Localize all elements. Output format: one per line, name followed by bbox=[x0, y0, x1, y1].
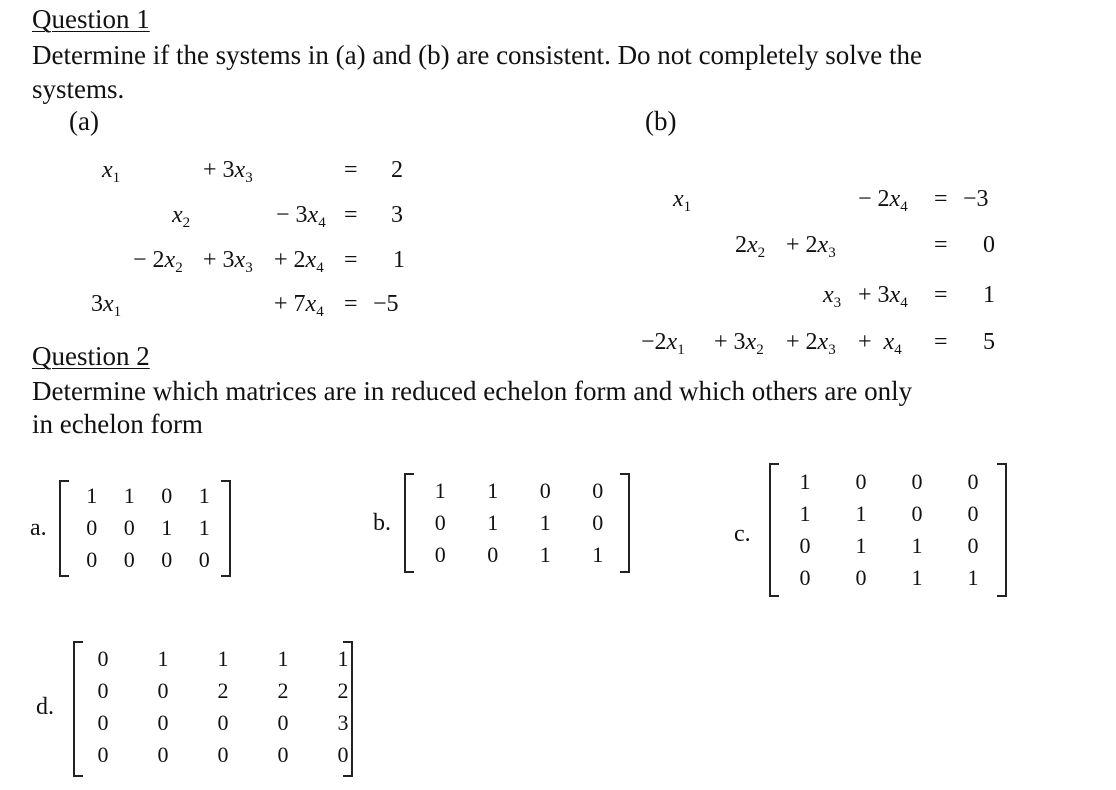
question-2-title: Question 2 bbox=[32, 341, 150, 371]
cell: 1 bbox=[487, 478, 499, 503]
system-a-eq2-term1: $x_2$ bbox=[172, 202, 191, 231]
cell: 1 bbox=[911, 533, 923, 558]
cell: 0 bbox=[86, 515, 98, 540]
cell: 1 bbox=[539, 542, 551, 567]
cell: 1 bbox=[198, 483, 210, 508]
cell: 2 bbox=[217, 678, 229, 703]
system-a-eq2-equals: = bbox=[344, 202, 358, 228]
cell: 0 bbox=[157, 710, 169, 735]
system-b-eq3-rhs: 1 bbox=[983, 282, 995, 308]
left-bracket bbox=[404, 473, 414, 573]
cell: 0 bbox=[592, 478, 604, 503]
cell: 0 bbox=[799, 533, 811, 558]
cell: 0 bbox=[97, 678, 109, 703]
system-a-eq4-equals: = bbox=[344, 291, 358, 317]
system-a-eq3-rhs: 1 bbox=[393, 247, 405, 273]
cell: 0 bbox=[161, 483, 173, 508]
question-2-text-line2: in echelon form bbox=[32, 409, 203, 439]
cell: 0 bbox=[277, 710, 289, 735]
cell: 0 bbox=[855, 469, 867, 494]
system-b-eq4-equals: = bbox=[934, 329, 948, 355]
system-b-eq4-rhs: 5 bbox=[983, 329, 995, 355]
cell: 0 bbox=[487, 542, 499, 567]
cell: 0 bbox=[434, 510, 446, 535]
cell: 0 bbox=[337, 742, 349, 767]
system-b-eq2-rhs: 0 bbox=[983, 232, 995, 258]
system-a-eq3-term2: + $3x_3$ bbox=[203, 247, 253, 276]
matrix-c bbox=[769, 463, 1007, 597]
cell: 0 bbox=[157, 742, 169, 767]
cell: 0 bbox=[967, 469, 979, 494]
matrix-a bbox=[59, 480, 231, 577]
system-b-eq1-equals: = bbox=[934, 186, 948, 212]
cell: 0 bbox=[434, 542, 446, 567]
cell: 0 bbox=[911, 501, 923, 526]
system-b-eq3-equals: = bbox=[934, 282, 948, 308]
cell: 0 bbox=[123, 515, 135, 540]
system-b-eq1-rhs: −3 bbox=[963, 186, 989, 212]
cell: 0 bbox=[217, 710, 229, 735]
system-b-eq2-term1: $2x_2$ bbox=[735, 232, 766, 261]
matrix-a-label: a. bbox=[30, 515, 47, 541]
cell: 1 bbox=[198, 515, 210, 540]
cell: 0 bbox=[967, 533, 979, 558]
cell: 2 bbox=[337, 678, 349, 703]
cell: 1 bbox=[539, 510, 551, 535]
cell: 0 bbox=[198, 547, 210, 572]
question-1-text-line2: systems. bbox=[32, 74, 125, 104]
system-b-eq2-term2: + $2x_3$ bbox=[786, 232, 836, 261]
system-a-eq1-rhs: 2 bbox=[391, 157, 403, 183]
system-a-eq2-term2: − $3x_4$ bbox=[276, 202, 326, 231]
system-a-eq4-term1: $3x_1$ bbox=[91, 291, 122, 320]
cell: 0 bbox=[539, 478, 551, 503]
cell: 1 bbox=[855, 533, 867, 558]
system-b-eq4-term4: + $x_4$ bbox=[858, 329, 902, 358]
cell: 1 bbox=[967, 565, 979, 590]
question-1-text-line1: Determine if the systems in (a) and (b) are consistent. Do not completely solve the bbox=[32, 40, 922, 70]
cell: 1 bbox=[277, 646, 289, 671]
cell: 1 bbox=[911, 565, 923, 590]
system-b-eq3-term2: + $3x_4$ bbox=[858, 282, 908, 311]
cell: 0 bbox=[967, 501, 979, 526]
cell: 1 bbox=[434, 478, 446, 503]
system-a-eq1-term2: + $3x_3$ bbox=[203, 157, 253, 186]
cell: 0 bbox=[799, 565, 811, 590]
system-b-eq2-equals: = bbox=[934, 232, 948, 258]
system-b-eq1-term1: $x_1$ bbox=[673, 186, 692, 215]
cell: 0 bbox=[97, 710, 109, 735]
cell: 0 bbox=[855, 565, 867, 590]
part-a-label: (a) bbox=[69, 106, 99, 136]
cell: 1 bbox=[161, 515, 173, 540]
cell: 0 bbox=[86, 547, 98, 572]
cell: 1 bbox=[592, 542, 604, 567]
left-bracket bbox=[59, 480, 69, 577]
cell: 0 bbox=[123, 547, 135, 572]
matrix-d-label: d. bbox=[36, 694, 54, 720]
system-a-eq3-equals: = bbox=[344, 247, 358, 273]
system-a-eq3-term1: − $2x_2$ bbox=[133, 247, 183, 276]
matrix-d bbox=[73, 641, 353, 777]
cell: 1 bbox=[337, 646, 349, 671]
cell: 0 bbox=[217, 742, 229, 767]
matrix-c-label: c. bbox=[734, 521, 751, 547]
cell: 1 bbox=[123, 483, 135, 508]
part-b-label: (b) bbox=[645, 106, 677, 136]
system-b-eq4-term1: $-2x_1$ bbox=[641, 329, 685, 358]
system-a-eq1-term1: $x_1$ bbox=[102, 157, 121, 186]
question-1-title: Question 1 bbox=[32, 4, 150, 34]
cell: 1 bbox=[487, 510, 499, 535]
cell: 0 bbox=[97, 646, 109, 671]
system-b-eq1-term2: − $2x_4$ bbox=[858, 186, 908, 215]
system-b-eq3-term1: $x_3$ bbox=[823, 282, 842, 311]
cell: 1 bbox=[799, 469, 811, 494]
cell: 0 bbox=[157, 678, 169, 703]
cell: 0 bbox=[592, 510, 604, 535]
system-a-eq2-rhs: 3 bbox=[391, 202, 403, 228]
system-b-eq4-term3: + $2x_3$ bbox=[786, 329, 836, 358]
system-b-eq4-term2: + $3x_2$ bbox=[714, 329, 764, 358]
cell: 0 bbox=[161, 547, 173, 572]
matrix-b-label: b. bbox=[373, 510, 391, 536]
cell: 1 bbox=[855, 501, 867, 526]
cell: 0 bbox=[97, 742, 109, 767]
cell: 3 bbox=[337, 710, 349, 735]
cell: 2 bbox=[277, 678, 289, 703]
system-a-eq1-equals: = bbox=[344, 157, 358, 183]
question-2-text-line1: Determine which matrices are in reduced echelon form and which others are only bbox=[32, 376, 913, 406]
cell: 1 bbox=[86, 483, 98, 508]
system-a-eq3-term3: + $2x_4$ bbox=[274, 247, 324, 276]
cell: 1 bbox=[217, 646, 229, 671]
system-a-eq4-term2: + $7x_4$ bbox=[274, 291, 324, 320]
cell: 0 bbox=[277, 742, 289, 767]
cell: 1 bbox=[799, 501, 811, 526]
system-a-eq4-rhs: −5 bbox=[373, 291, 399, 317]
cell: 0 bbox=[911, 469, 923, 494]
cell: 1 bbox=[157, 646, 169, 671]
matrix-b bbox=[404, 473, 630, 573]
